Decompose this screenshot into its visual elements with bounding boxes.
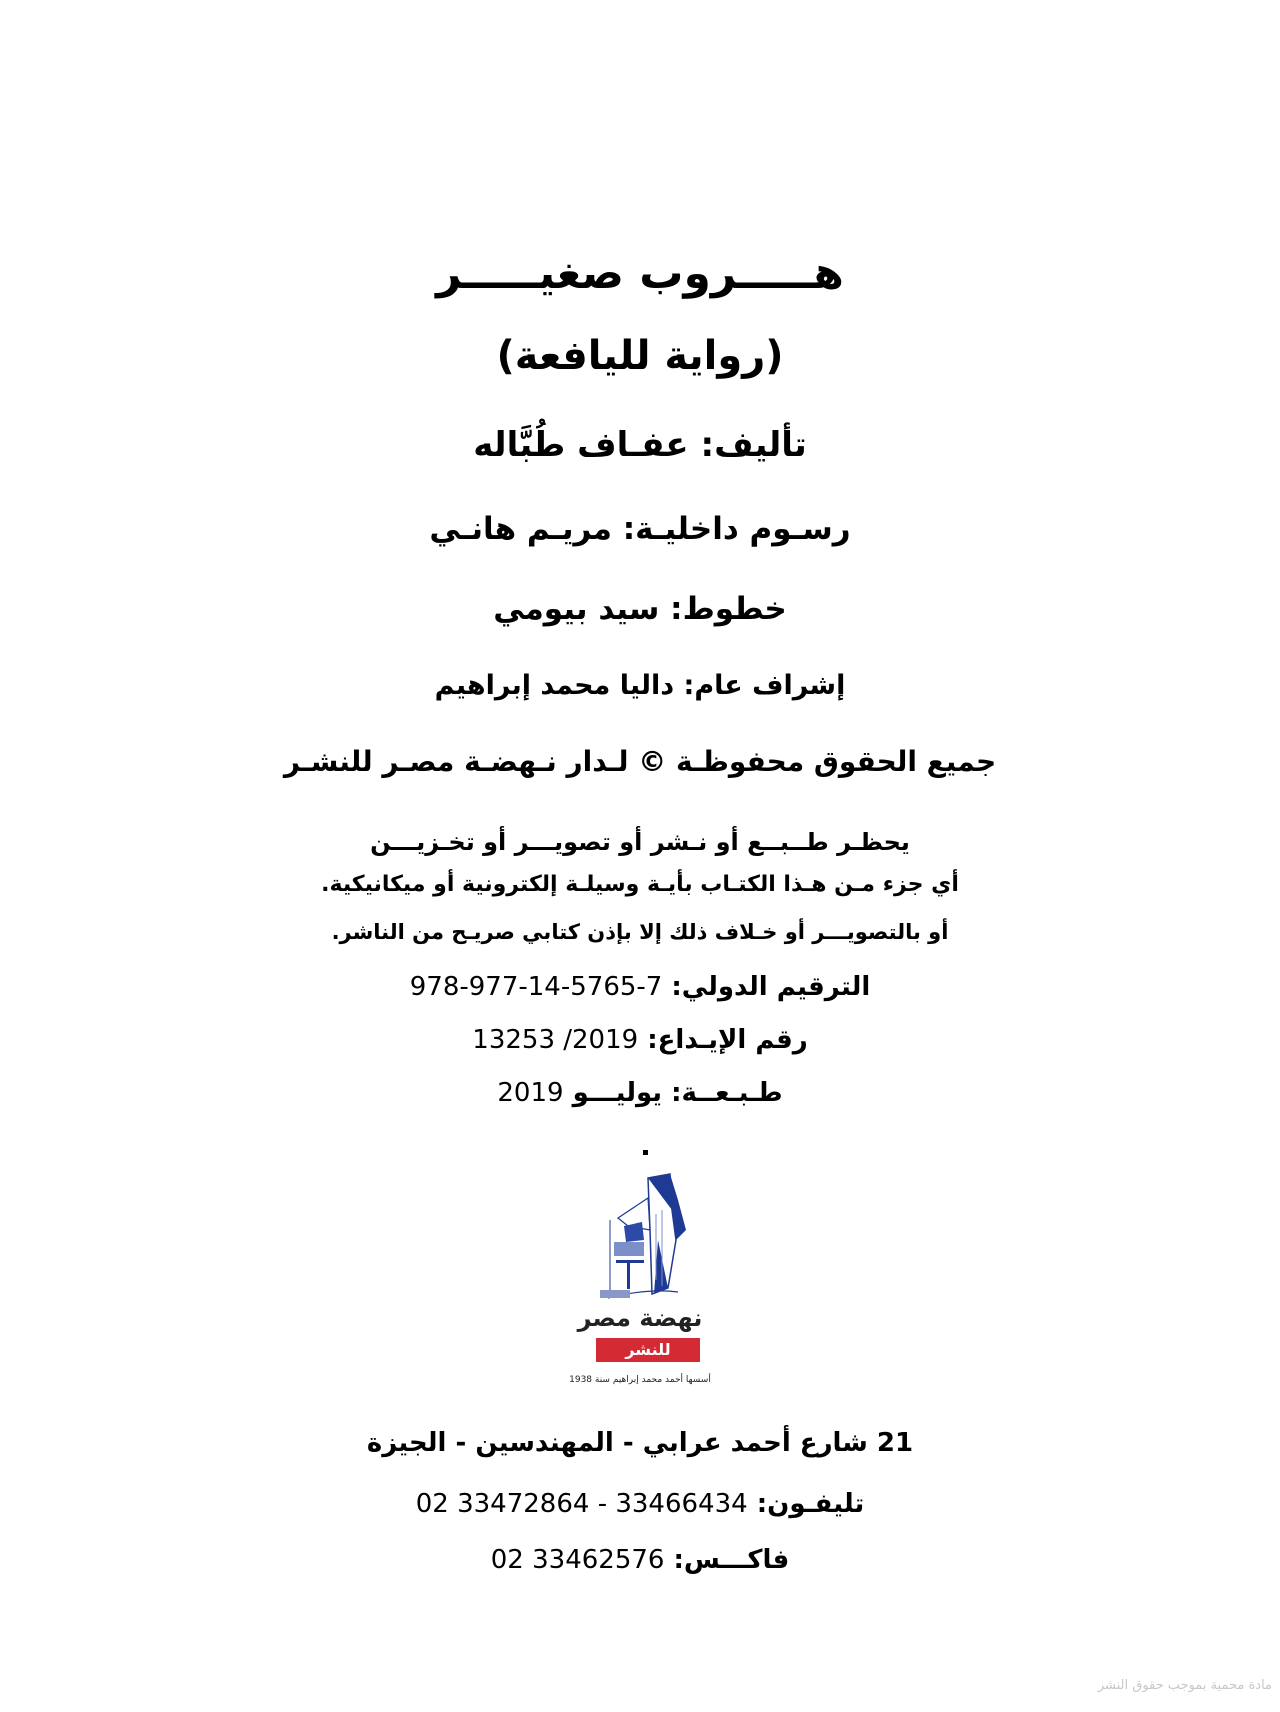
publisher-logo-figure-icon	[598, 1170, 698, 1306]
author-label: تأليف:	[700, 425, 807, 465]
illustrations-line	[0, 511, 1280, 547]
warning-line-2: أي جزء مـن هـذا الكتـاب بأيـة وسيلـة إلكترونية أو ميكانيكية.	[321, 872, 959, 897]
calligraphy-label: خطوط:	[670, 591, 787, 627]
deposit-line	[0, 1027, 1280, 1053]
supervision-label: إشراف عام:	[683, 670, 846, 701]
book-subtitle: (رواية لليافعة)	[496, 333, 784, 379]
deposit-label: رقم الإيـداع:	[647, 1025, 808, 1055]
calligraphy-line	[0, 591, 1280, 627]
calligraphy-name: سيد بيومي	[493, 591, 660, 627]
phone-value: 02 33472864 - 33466434	[415, 1489, 748, 1519]
edition-line	[0, 1080, 1280, 1106]
isbn-label: الترقيم الدولي:	[671, 972, 871, 1002]
fax-value: 02 33462576	[490, 1545, 665, 1575]
warning-line-1: يحظـر طــبــع أو نـشر أو تصويـــر أو تخـزيـــن	[370, 828, 910, 856]
isbn-line	[0, 974, 1280, 1000]
edition-label: طـبـعــة:	[671, 1078, 783, 1108]
book-title: هـــــروب صغيـــــر	[436, 248, 844, 299]
publisher-banner: للنشر	[596, 1338, 700, 1362]
phone-label: تليفـون:	[756, 1489, 865, 1519]
isbn-value: 978-977-14-5765-7	[409, 972, 663, 1002]
publisher-founded: أسسها أحمد محمد إبراهيم سنة 1938	[569, 1375, 711, 1385]
dot-mark	[643, 1150, 648, 1155]
warning-line-3: أو بالتصويـــر أو خـلاف ذلك إلا بإذن كتابي صريـح من الناشر.	[331, 920, 949, 944]
illustrations-label: رسـوم داخليـة:	[622, 511, 851, 547]
publisher-name: نهضة مصر	[577, 1304, 703, 1332]
copyright-watermark: مادة محمية بموجب حقوق النشر	[1097, 1678, 1272, 1693]
supervision-name: داليا محمد إبراهيم	[434, 670, 675, 701]
publisher-logo	[540, 1170, 740, 1400]
author-line	[0, 425, 1280, 465]
deposit-value: 13253 /2019	[472, 1025, 639, 1055]
address-line: 21 شارع أحمد عرابي - المهندسين - الجيزة	[366, 1428, 914, 1458]
phone-line	[0, 1491, 1280, 1517]
supervision-line	[0, 672, 1280, 699]
edition-year: 2019	[497, 1078, 564, 1108]
fax-label: فاكـــس:	[673, 1545, 790, 1575]
fax-line	[0, 1547, 1280, 1573]
illustrations-name: مريـم هانـي	[429, 511, 612, 547]
copyright-notice: جميع الحقوق محفوظـة © لـدار نـهضـة مصـر للنشـر	[283, 745, 997, 778]
edition-month: يوليـــو	[572, 1078, 663, 1108]
author-name: عفـاف طُبَّاله	[473, 425, 689, 465]
